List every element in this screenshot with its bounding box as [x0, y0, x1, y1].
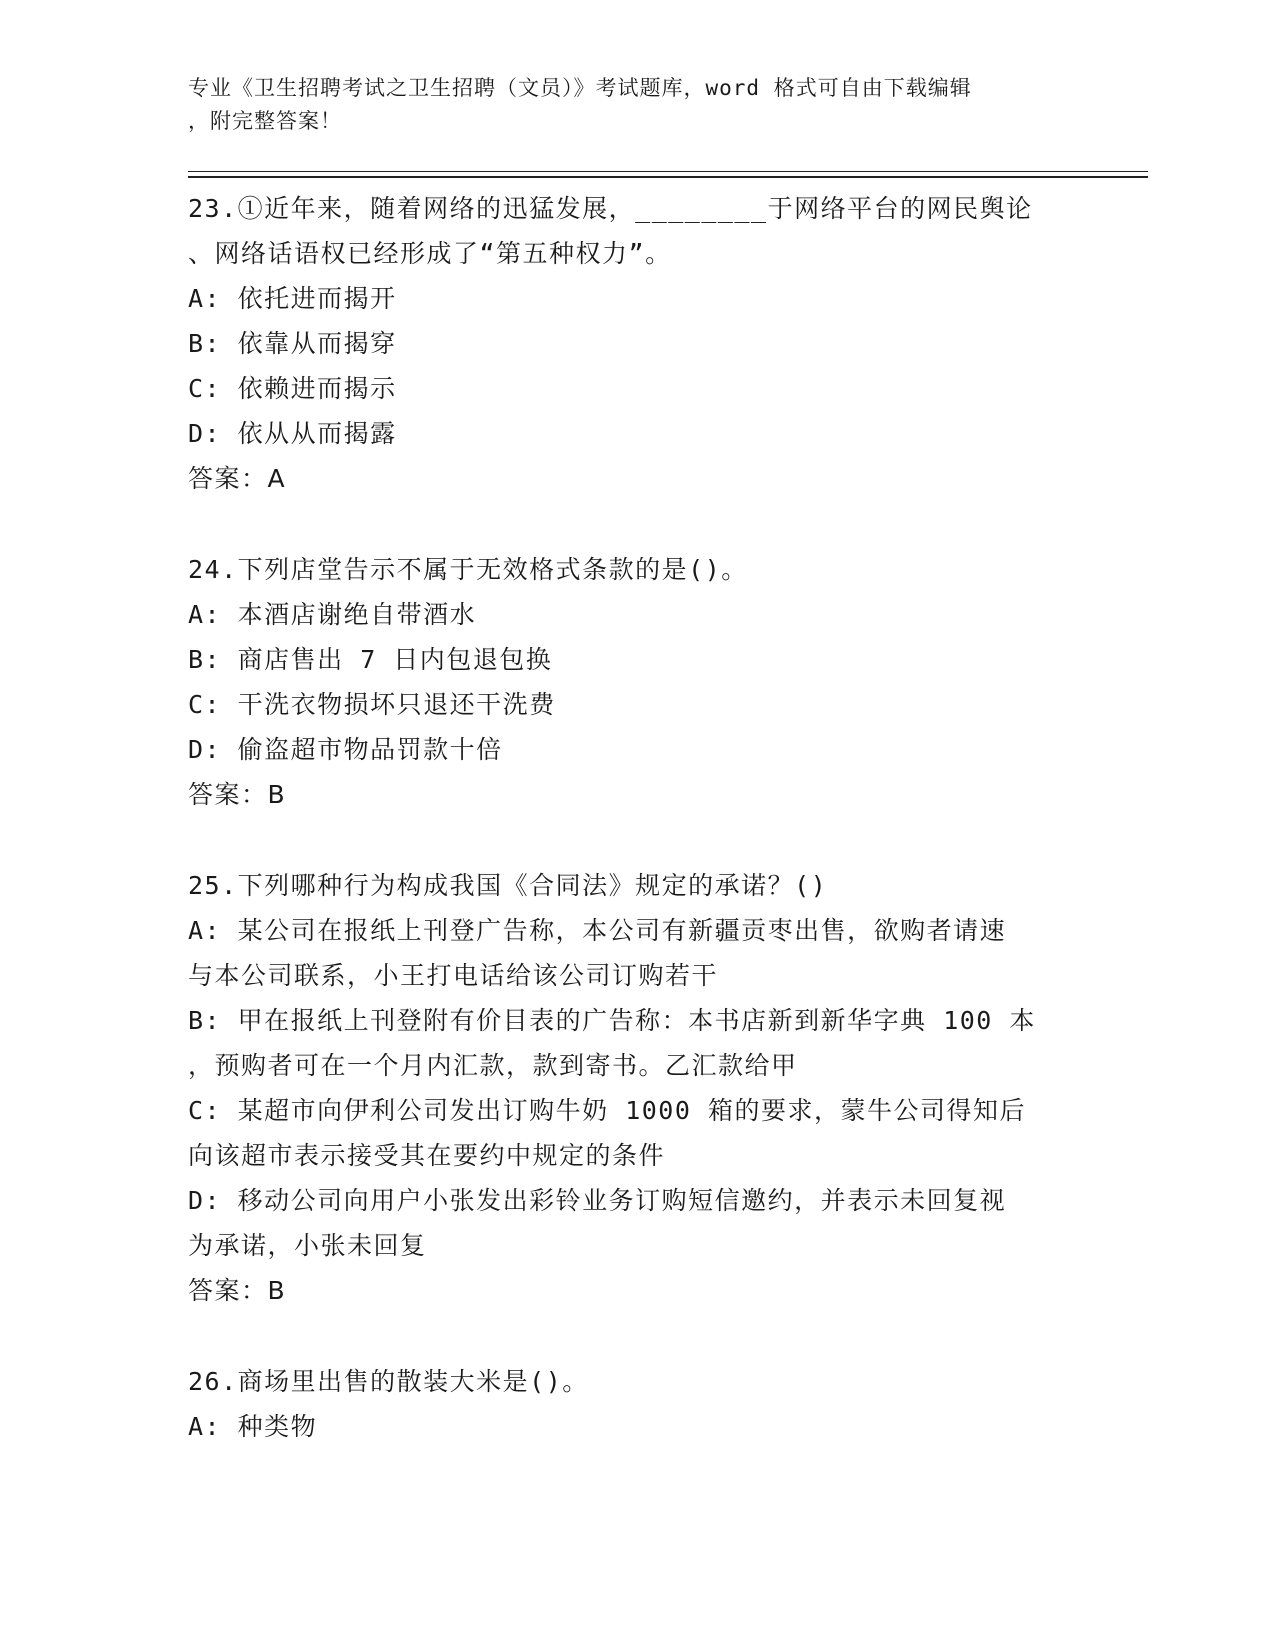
- option-b: B: 依靠从而揭穿: [188, 329, 397, 358]
- question-stem-line: 26.商场里出售的散装大米是()。: [188, 1367, 589, 1396]
- question-stem-line: 25.下列哪种行为构成我国《合同法》规定的承诺？(): [188, 871, 828, 900]
- question-23: [188, 186, 1088, 501]
- header-rule-bottom: [188, 176, 1148, 178]
- answer-label: 答案：B: [188, 1276, 287, 1305]
- question-stem-line: 24.下列店堂告示不属于无效格式条款的是()。: [188, 555, 748, 584]
- answer-label: 答案：A: [188, 464, 287, 493]
- option-b-line-2: ，预购者可在一个月内汇款，款到寄书。乙汇款给甲: [188, 1051, 798, 1080]
- option-c: [188, 1088, 1088, 1178]
- question-25: [188, 863, 1088, 1313]
- question-26: [188, 1359, 1088, 1449]
- option-c-line-1: C: 某超市向伊利公司发出订购牛奶 1000 箱的要求，蒙牛公司得知后: [188, 1096, 1026, 1125]
- option-d: D: 依从从而揭露: [188, 419, 397, 448]
- option-a: A: 本酒店谢绝自带酒水: [188, 600, 477, 629]
- option-a-line-2: 与本公司联系，小王打电话给该公司订购若干: [188, 961, 719, 990]
- header-line-2: ，附完整答案！: [188, 109, 342, 133]
- document-header: [188, 72, 1088, 138]
- answer-label: 答案：B: [188, 780, 287, 809]
- option-b-line-1: B: 甲在报纸上刊登附有价目表的广告称：本书店新到新华字典 100 本: [188, 1006, 1036, 1035]
- header-rule-top: [188, 171, 1148, 172]
- question-24: [188, 547, 1088, 817]
- option-a-line-1: A: 某公司在报纸上刊登广告称，本公司有新疆贡枣出售，欲购者请速: [188, 916, 1007, 945]
- option-c: C: 依赖进而揭示: [188, 374, 397, 403]
- option-c-line-2: 向该超市表示接受其在要约中规定的条件: [188, 1141, 666, 1170]
- header-line-1: 专业《卫生招聘考试之卫生招聘（文员）》考试题库，word 格式可自由下载编辑: [188, 76, 972, 100]
- option-a: [188, 908, 1088, 998]
- option-a: A: 依托进而揭开: [188, 284, 397, 313]
- question-list: [188, 186, 1088, 1449]
- question-stem-line: 23.①近年来，随着网络的迅猛发展，________于网络平台的网民舆论: [188, 194, 1033, 223]
- option-d: D: 偷盗超市物品罚款十倍: [188, 735, 503, 764]
- option-c: C: 干洗衣物损坏只退还干洗费: [188, 690, 556, 719]
- option-d-line-1: D: 移动公司向用户小张发出彩铃业务订购短信邀约，并表示未回复视: [188, 1186, 1007, 1215]
- option-b: B: 商店售出 7 日内包退包换: [188, 645, 553, 674]
- option-d-line-2: 为承诺，小张未回复: [188, 1231, 427, 1260]
- question-stem-line: 、网络话语权已经形成了“第五种权力”。: [188, 239, 672, 268]
- option-b: [188, 998, 1088, 1088]
- option-d: [188, 1178, 1088, 1268]
- option-a: A: 种类物: [188, 1412, 318, 1441]
